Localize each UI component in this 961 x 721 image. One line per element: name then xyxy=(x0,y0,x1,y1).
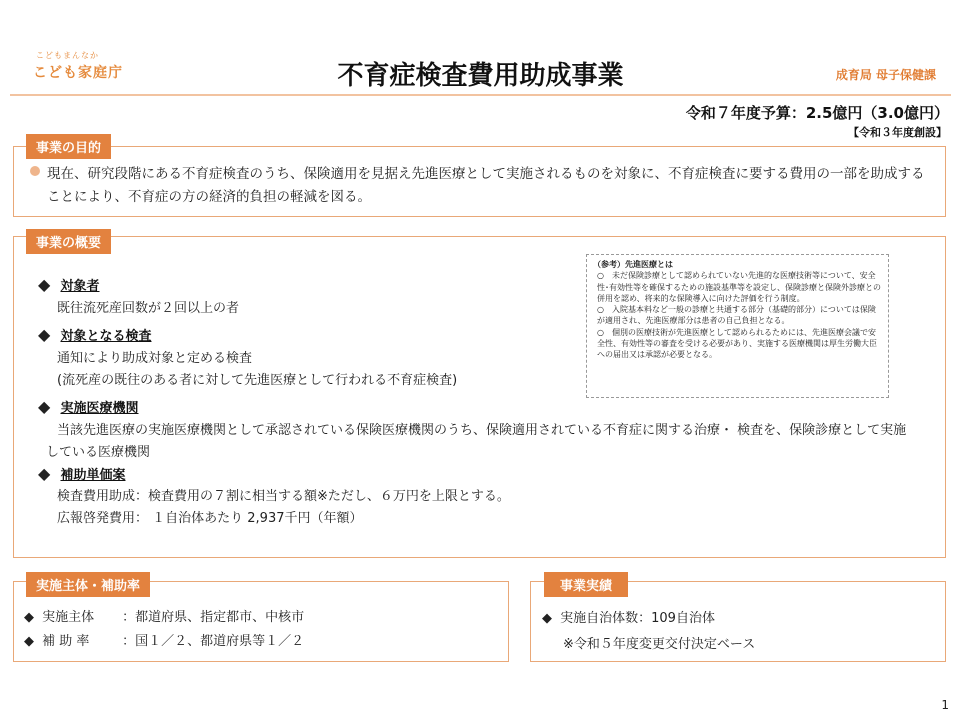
diamond-icon: ◆ xyxy=(38,325,51,344)
page-title: 不育症検査費用助成事業 xyxy=(337,61,624,91)
diamond-icon: ◆ xyxy=(38,275,51,294)
reference-box xyxy=(586,254,889,398)
overview-tag: 事業の概要 xyxy=(26,229,111,254)
purpose-text: 現在、研究段階にある不育症検査のうち、保険適用を見据え先進医療として実施されるものを対象に、不育症検査に要する費用の一部を助成することにより、不育症の方の経済的負担の軽減を図る。 xyxy=(47,166,925,205)
item-head: 補助単価案 xyxy=(60,468,126,483)
row-value: ：国１／２、都道府県等１／２ xyxy=(122,634,305,649)
reference-point: ○ 未だ保険診療として認められていない先進的な医療技術等について、安全性･有効性等を確保するための施設基準等を設定し、保険診療と保険外診療との併用を認め、将来的な保険導入に向けた評価を行う制度。 xyxy=(597,271,881,303)
results-tag: 事業実績 xyxy=(544,572,628,597)
reference-title: （参考）先進医療とは xyxy=(593,260,673,269)
department-label: 成育局 母子保健課 xyxy=(835,68,936,82)
budget-text: 令和７年度予算：2.5億円（3.0億円） xyxy=(685,104,949,122)
item-head: 実施医療機関 xyxy=(60,401,139,416)
item-body: 既往流死産回数が２回以上の者 xyxy=(57,301,240,316)
item-body: 広報啓発費用： １自治体あたり 2,937千円（年額） xyxy=(57,511,363,526)
item-head: 対象となる検査 xyxy=(60,329,152,344)
diamond-icon: ◆ xyxy=(542,611,552,626)
item-body: 通知により助成対象と定める検査 xyxy=(57,351,253,366)
logo-tagline: こどもまんなか xyxy=(36,51,99,60)
diamond-icon: ◆ xyxy=(24,634,34,649)
row-key: 実施主体 xyxy=(42,610,95,625)
overview-item-exam xyxy=(38,325,578,392)
diamond-icon: ◆ xyxy=(38,397,51,416)
implementer-row xyxy=(24,630,304,649)
overview-item-target xyxy=(38,275,578,320)
results-count: 実施自治体数：109自治体 xyxy=(560,611,715,626)
row-value: ：都道府県、指定都市、中核市 xyxy=(122,610,305,625)
results-line xyxy=(542,607,715,626)
row-key: 補 助 率 xyxy=(42,634,90,649)
diamond-icon: ◆ xyxy=(24,610,34,625)
founded-text: 【令和３年度創設】 xyxy=(848,126,947,139)
logo: こども家庭庁 xyxy=(33,65,123,81)
reference-point: ○ 入院基本料など一般の診療と共通する部分（基礎的部分）については保険が適用され、先進医療部分は患者の自己負担となる。 xyxy=(597,305,876,326)
diamond-icon: ◆ xyxy=(38,464,51,483)
page-number: 1 xyxy=(941,698,949,712)
results-note: ※令和５年度変更交付決定ベース xyxy=(563,637,756,652)
purpose-tag: 事業の目的 xyxy=(26,134,111,159)
item-body: (流死産の既往のある者に対して先進医療として行われる不育症検査) xyxy=(57,373,458,388)
header-divider xyxy=(10,94,951,96)
reference-point: ○ 個別の医療技術が先進医療として認められるためには、先進医療会議で安全性、有効性等の審査を受ける必要があり、実施する医療機関は厚生労働大臣への届出又は承認が必要となる。 xyxy=(597,327,877,360)
item-body: 当該先進医療の実施医療機関として承認されている保険医療機関のうち、保険適用されている不育症に関する治療・ 検査を、保険診療として実施している医療機関 xyxy=(46,423,907,460)
implementer-tag: 実施主体・補助率 xyxy=(26,572,150,597)
implementer-row xyxy=(24,606,304,625)
item-body: 検査費用助成：検査費用の７割に相当する額※ただし、６万円を上限とする。 xyxy=(57,489,510,504)
overview-item-unit-price xyxy=(38,464,738,530)
overview-item-institution xyxy=(38,397,918,464)
bullet-icon xyxy=(30,166,40,176)
item-head: 対象者 xyxy=(60,279,100,294)
